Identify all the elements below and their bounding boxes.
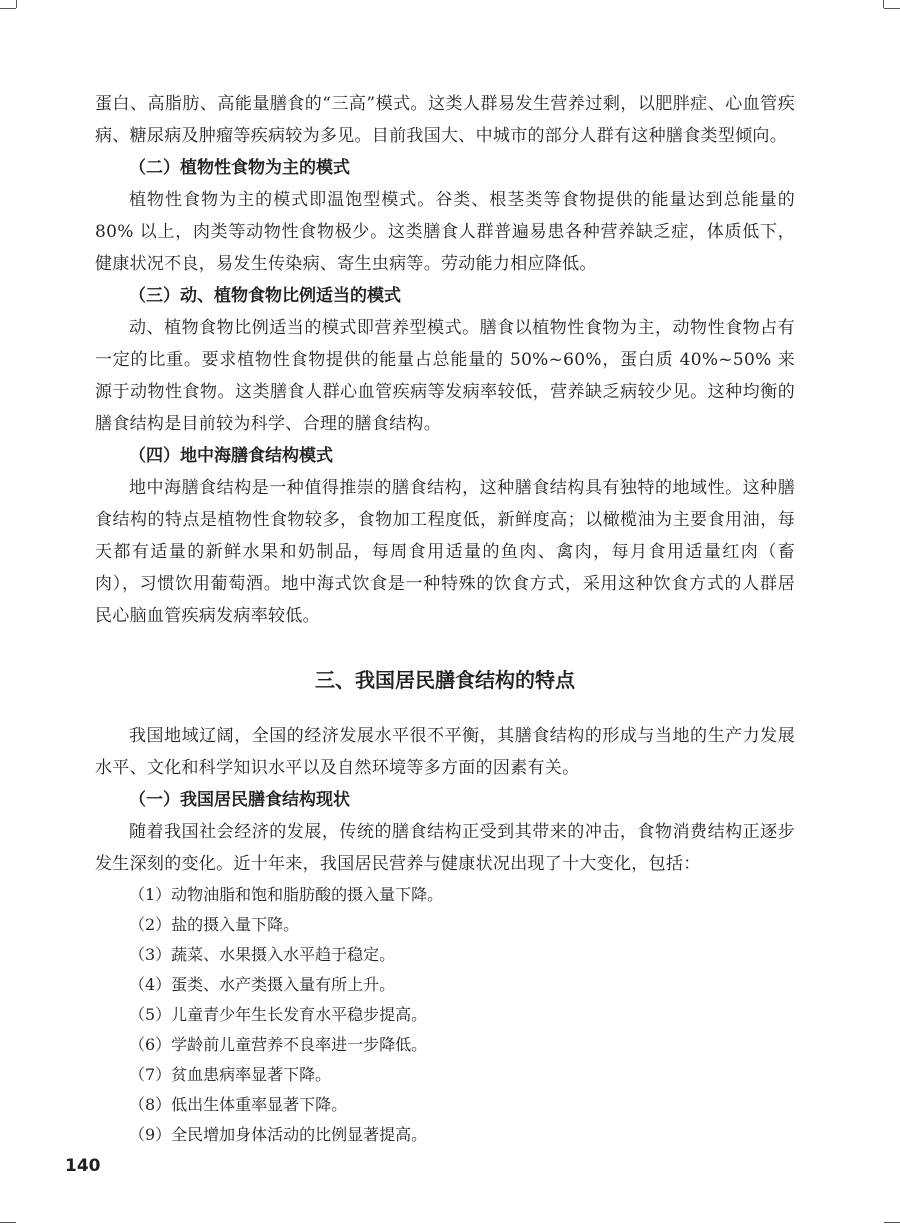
crop-mark <box>884 8 900 9</box>
section-body-plant-based: 植物性食物为主的模式即温饱型模式。谷类、根茎类等食物提供的能量达到总能量的 80% 以上，肉类等动物性食物极少。这类膳食人群普遍易患各种营养缺乏症，体质低下，健康状况不良，易发生传染病、寄生虫病等。劳动能力相应降低。 <box>95 190 795 274</box>
section-body-balanced: 动、植物食物比例适当的模式即营养型模式。膳食以植物性食物为主，动物性食物占有一定的比重。要求植物性食物提供的能量占总能量的 50%~60%，蛋白质 40%~50% 来源于动物性食物。这类膳食人群心血管疾病等发病率较低，营养缺乏病较少见。这种均衡的膳食结构是目前较为科学、合理的膳食结构。 <box>95 318 795 434</box>
chapter-title: 三、我国居民膳食结构的特点 <box>315 668 575 692</box>
list-item: （9）全民增加身体活动的比例显著提高。 <box>129 1125 428 1144</box>
continued-paragraph: 蛋白、高脂肪、高能量膳食的“三高”模式。这类人群易发生营养过剩，以肥胖症、心血管疾病、糖尿病及肿瘤等疾病较为多见。目前我国大、中城市的部分人群有这种膳食类型倾向。 <box>95 94 795 146</box>
crop-mark <box>0 8 16 9</box>
crop-mark <box>883 0 884 8</box>
chapter-intro: 我国地域辽阔，全国的经济发展水平很不平衡，其膳食结构的形成与当地的生产力发展水平、文化和科学知识水平以及自然环境等多方面的因素有关。 <box>95 726 795 778</box>
crop-mark <box>0 1222 16 1223</box>
section-heading-mediterranean: （四）地中海膳食结构模式 <box>129 446 333 466</box>
list-item: （6）学龄前儿童营养不良率进一步降低。 <box>129 1035 428 1054</box>
list-item: （3）蔬菜、水果摄入水平趋于稳定。 <box>129 945 396 964</box>
section-heading-plant-based: （二）植物性食物为主的模式 <box>129 158 350 178</box>
section-heading-balanced: （三）动、植物食物比例适当的模式 <box>129 286 401 306</box>
list-item: （1）动物油脂和饱和脂肪酸的摄入量下降。 <box>129 885 444 904</box>
list-item: （7）贫血患病率显著下降。 <box>129 1065 332 1084</box>
subsection-heading-status: （一）我国居民膳食结构现状 <box>129 790 350 810</box>
list-item: （5）儿童青少年生长发育水平稳步提高。 <box>129 1005 428 1024</box>
list-item: （8）低出生体重率显著下降。 <box>129 1095 348 1114</box>
list-item: （2）盐的摄入量下降。 <box>129 915 300 934</box>
crop-mark <box>16 0 17 8</box>
section-body-mediterranean: 地中海膳食结构是一种值得推崇的膳食结构，这种膳食结构具有独特的地域性。这种膳食结构的特点是植物性食物较多，食物加工程度低，新鲜度高；以橄榄油为主要食用油，每天都有适量的新鲜水果和奶制品，每周食用适量的鱼肉、禽肉，每月食用适量红肉（畜肉），习惯饮用葡萄酒。地中海式饮食是一种特殊的饮食方式，采用这种饮食方式的人群居民心脑血管疾病发病率较低。 <box>95 478 795 626</box>
page-body <box>95 88 795 1150</box>
change-list <box>95 880 795 1150</box>
page-number: 140 <box>65 1156 101 1176</box>
crop-mark <box>884 1222 900 1223</box>
list-item: （4）蛋类、水产类摄入量有所上升。 <box>129 975 396 994</box>
subsection-body-status: 随着我国社会经济的发展，传统的膳食结构正受到其带来的冲击，食物消费结构正逐步发生深刻的变化。近十年来，我国居民营养与健康状况出现了十大变化，包括： <box>95 822 795 874</box>
